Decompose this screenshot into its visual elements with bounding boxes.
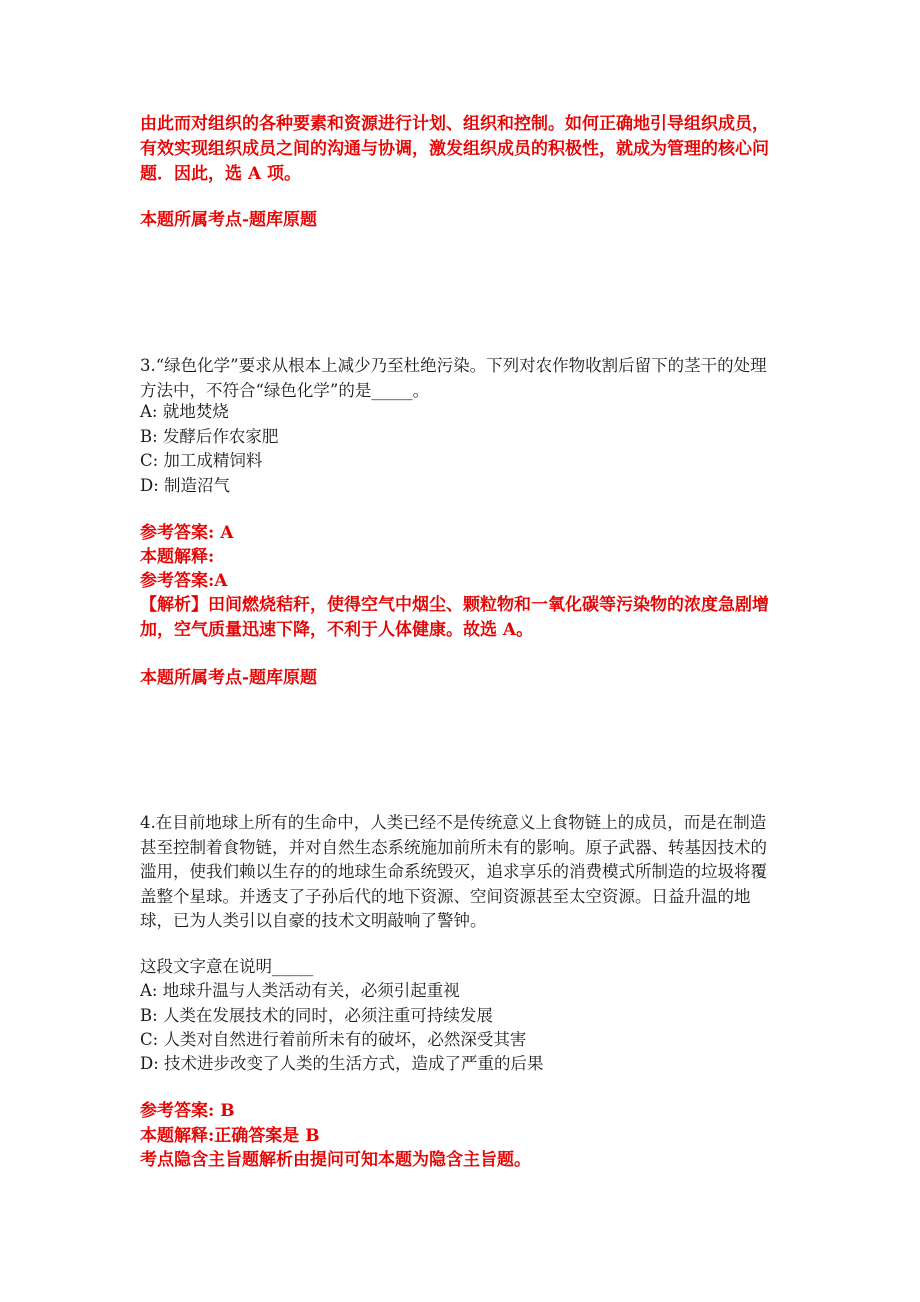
q4-prompt: 这段文字意在说明_____ bbox=[140, 957, 314, 976]
q3-source-tag: 本题所属考点-题库原题 bbox=[140, 668, 318, 688]
q4-note: 考点隐含主旨题解析由提问可知本题为隐含主旨题。 bbox=[140, 1150, 531, 1170]
previous-explanation: 由此而对组织的各种要素和资源进行计划、组织和控制。如何正确地引导组织成员，有效实现组织成员之间的沟通与协调，激发组织成员的积极性，就成为管理的核心问题．因此，选 A 项。 bbox=[140, 114, 769, 184]
q4-stem: 4.在目前地球上所有的生命中，人类已经不是传统意义上食物链上的成员，而是在制造甚至控制着食物链，并对自然生态系统施加前所未有的影响。原子武器、转基因技术的滥用，使我们赖以生存的的地球生命系统毁灭，追求享乐的消费模式所制造的垃圾将覆盖整个星球。并透支了子孙后代的地下资源、空间资源甚至太空资源。日益升温的地球，已为人类引以自豪的技术文明敲响了警钟。 bbox=[140, 813, 767, 930]
q3-explain-label: 本题解释: bbox=[140, 547, 215, 567]
q4-option-d: D: 技术进步改变了人类的生活方式，造成了严重的后果 bbox=[140, 1054, 544, 1073]
previous-source-tag: 本题所属考点-题库原题 bbox=[140, 210, 318, 230]
q4-option-c: C: 人类对自然进行着前所未有的破坏，必然深受其害 bbox=[140, 1030, 527, 1049]
q3-stem: 3.“绿色化学”要求从根本上减少乃至杜绝污染。下列对农作物收割后留下的茎干的处理方法中，不符合“绿色化学”的是_____。 bbox=[140, 356, 767, 400]
q3-option-b: B: 发酵后作农家肥 bbox=[140, 427, 279, 446]
q4-answer: 参考答案: B bbox=[140, 1101, 235, 1121]
q3-answer-repeat: 参考答案:A bbox=[140, 571, 228, 591]
q3-analysis: 【解析】田间燃烧秸秆，使得空气中烟尘、颗粒物和一氧化碳等污染物的浓度急剧增加，空气质量迅速下降，不利于人体健康。故选 A。 bbox=[140, 595, 769, 640]
q3-option-a: A: 就地焚烧 bbox=[140, 402, 229, 421]
q3-option-c: C: 加工成精饲料 bbox=[140, 451, 263, 470]
q3-answer: 参考答案: A bbox=[140, 523, 234, 543]
q4-option-b: B: 人类在发展技术的同时，必须注重可持续发展 bbox=[140, 1006, 493, 1025]
q4-explain: 本题解释:正确答案是 B bbox=[140, 1126, 320, 1146]
q3-option-d: D: 制造沼气 bbox=[140, 476, 231, 495]
q4-option-a: A: 地球升温与人类活动有关，必须引起重视 bbox=[140, 981, 460, 1000]
